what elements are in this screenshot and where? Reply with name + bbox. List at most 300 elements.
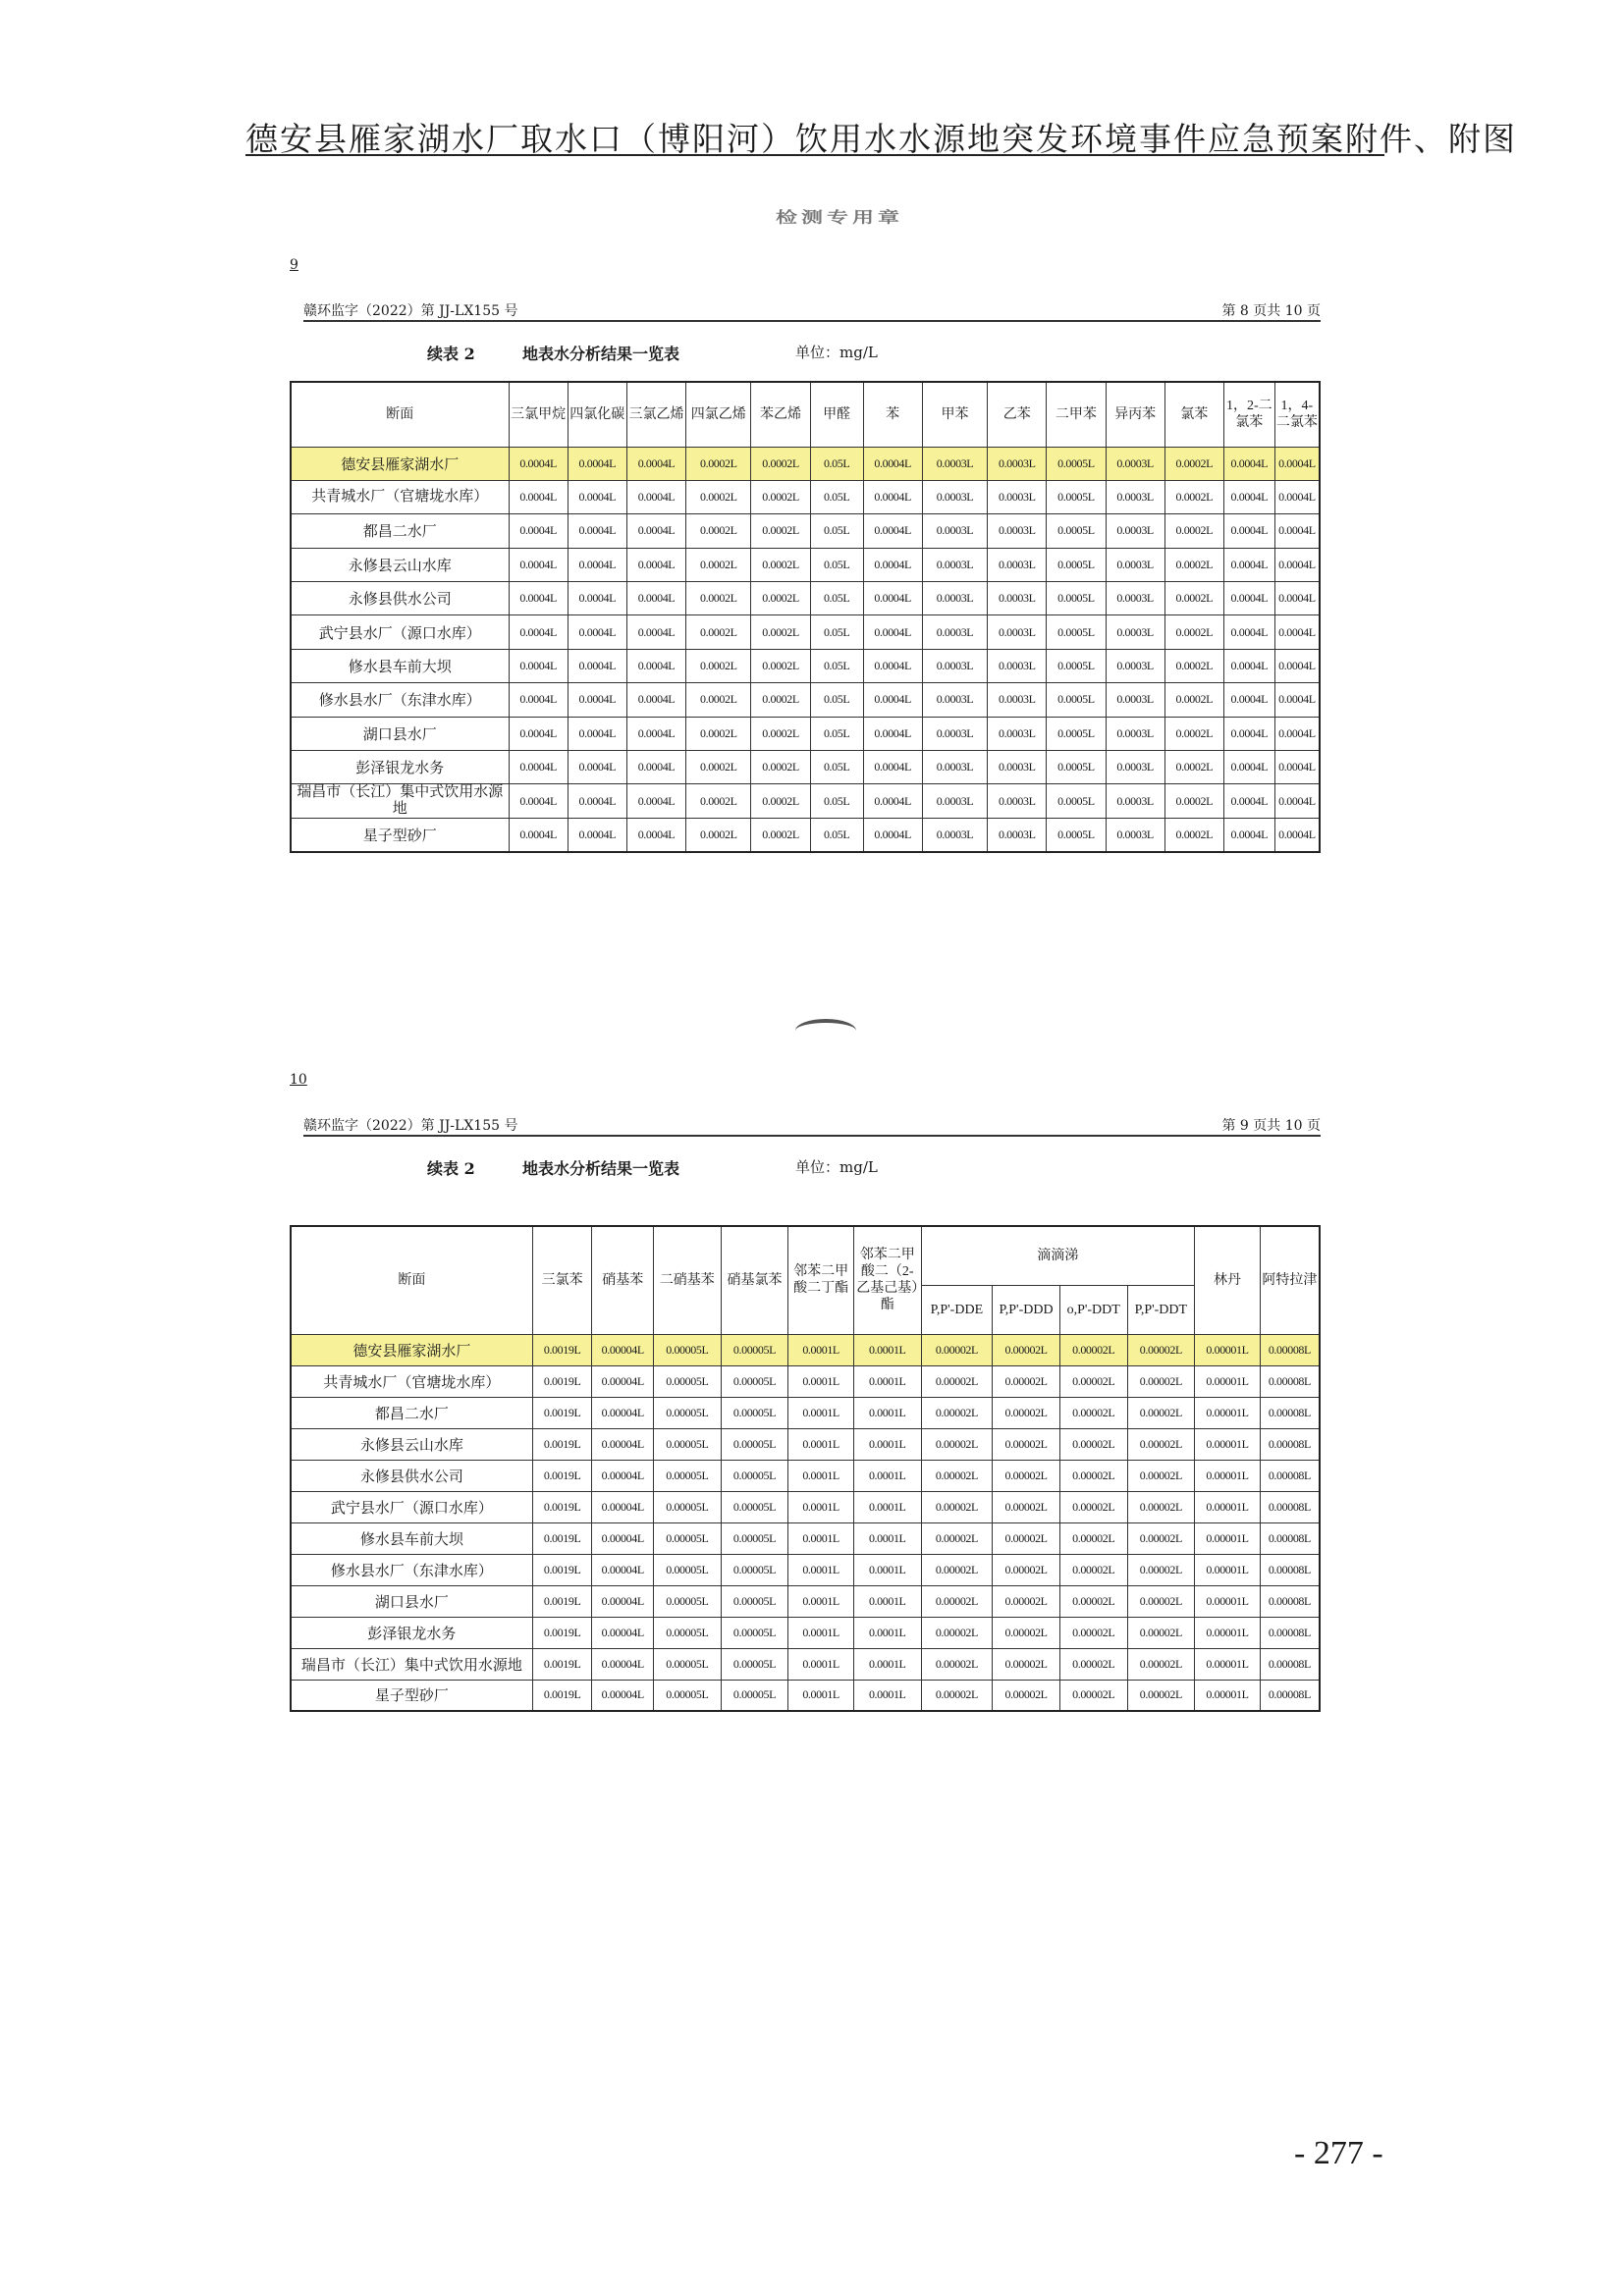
table-unit: 单位：mg/L: [795, 1158, 878, 1176]
table-row: [291, 717, 1320, 750]
table-unit: 单位：mg/L: [795, 344, 878, 361]
cell-value: 0.00002L: [1059, 1617, 1127, 1648]
cell-value: 0.0004L: [568, 582, 626, 615]
table-row: [291, 1585, 1320, 1617]
table-row: [291, 1365, 1320, 1397]
table-title: 地表水分析结果一览表: [522, 1159, 680, 1178]
cell-value: 0.0001L: [788, 1522, 854, 1554]
cell-value: 0.0001L: [788, 1334, 854, 1365]
cell-value: 0.0004L: [626, 480, 685, 513]
cell-value: 0.0004L: [1274, 649, 1320, 682]
cell-value: 0.00002L: [1127, 1397, 1195, 1428]
table-caption: 续表 2: [427, 345, 475, 363]
cell-value: 0.0003L: [922, 514, 987, 548]
cell-value: 0.0004L: [1223, 751, 1274, 784]
cell-value: 0.00002L: [993, 1397, 1060, 1428]
cell-value: 0.0003L: [922, 683, 987, 717]
cell-value: 0.0004L: [1223, 784, 1274, 819]
table-row: [291, 683, 1320, 717]
row-section-name: 湖口县水厂: [291, 717, 509, 750]
cell-value: 0.0004L: [626, 717, 685, 750]
cell-value: 0.0004L: [863, 751, 922, 784]
cell-value: 0.00004L: [592, 1491, 654, 1522]
table-title: 地表水分析结果一览表: [522, 345, 680, 363]
cell-value: 0.0019L: [532, 1522, 592, 1554]
cell-value: 0.00005L: [654, 1365, 722, 1397]
cell-value: 0.00001L: [1195, 1648, 1261, 1680]
table-row: [291, 447, 1320, 480]
cell-value: 0.00002L: [1059, 1522, 1127, 1554]
cell-value: 0.0019L: [532, 1334, 592, 1365]
cell-value: 0.0004L: [568, 683, 626, 717]
cell-value: 0.0002L: [1164, 819, 1223, 852]
column-header: 苯: [863, 382, 922, 447]
cell-value: 0.0003L: [988, 480, 1047, 513]
cell-value: 0.00005L: [654, 1648, 722, 1680]
cell-value: 0.0003L: [922, 819, 987, 852]
cell-value: 0.0004L: [863, 447, 922, 480]
cell-value: 0.0004L: [568, 649, 626, 682]
cell-value: 0.0004L: [863, 480, 922, 513]
cell-value: 0.00002L: [1059, 1334, 1127, 1365]
cell-value: 0.00005L: [654, 1334, 722, 1365]
column-header-section: 断面: [291, 1226, 532, 1334]
cell-value: 0.0004L: [863, 683, 922, 717]
cell-value: 0.00005L: [721, 1554, 788, 1585]
cell-value: 0.0004L: [509, 514, 568, 548]
cell-value: 0.00008L: [1260, 1491, 1320, 1522]
cell-value: 0.00008L: [1260, 1460, 1320, 1491]
cell-value: 0.00004L: [592, 1617, 654, 1648]
cell-value: 0.0004L: [626, 514, 685, 548]
cell-value: 0.0004L: [509, 784, 568, 819]
row-section-name: 永修县云山水库: [291, 548, 509, 581]
cell-value: 0.0002L: [751, 447, 810, 480]
cell-value: 0.00001L: [1195, 1397, 1261, 1428]
row-section-name: 修水县车前大坝: [291, 649, 509, 682]
cell-value: 0.0001L: [788, 1648, 854, 1680]
cell-value: 0.00001L: [1195, 1617, 1261, 1648]
cell-value: 0.00002L: [993, 1460, 1060, 1491]
cell-value: 0.00005L: [721, 1460, 788, 1491]
cell-value: 0.00002L: [1127, 1428, 1195, 1460]
cell-value: 0.0004L: [509, 751, 568, 784]
cell-value: 0.0001L: [853, 1460, 921, 1491]
cell-value: 0.0004L: [626, 615, 685, 649]
cell-value: 0.00005L: [654, 1585, 722, 1617]
cell-value: 0.05L: [810, 615, 863, 649]
cell-value: 0.0003L: [1106, 649, 1164, 682]
column-header: 1，4-二氯苯: [1274, 382, 1320, 447]
cell-value: 0.0003L: [988, 784, 1047, 819]
cell-value: 0.0002L: [751, 548, 810, 581]
cell-value: 0.0005L: [1047, 819, 1106, 852]
cell-value: 0.00002L: [921, 1554, 993, 1585]
cell-value: 0.0004L: [626, 784, 685, 819]
cell-value: 0.0003L: [922, 615, 987, 649]
cell-value: 0.0002L: [1164, 649, 1223, 682]
cell-value: 0.0004L: [1223, 514, 1274, 548]
cell-value: 0.0004L: [1274, 582, 1320, 615]
cell-value: 0.0004L: [568, 514, 626, 548]
column-header: 苯乙烯: [751, 382, 810, 447]
row-section-name: 永修县供水公司: [291, 1460, 532, 1491]
cell-value: 0.0004L: [568, 784, 626, 819]
cell-value: 0.0004L: [1223, 819, 1274, 852]
cell-value: 0.0003L: [922, 751, 987, 784]
cell-value: 0.0001L: [853, 1365, 921, 1397]
cell-value: 0.0019L: [532, 1680, 592, 1711]
surface-water-table-2: [290, 1225, 1321, 1712]
cell-value: 0.0003L: [988, 615, 1047, 649]
cell-value: 0.0003L: [988, 582, 1047, 615]
table-caption: 续表 2: [427, 1159, 475, 1178]
cell-value: 0.0003L: [1106, 784, 1164, 819]
column-header: 林丹: [1195, 1226, 1261, 1334]
cell-value: 0.00004L: [592, 1397, 654, 1428]
cell-value: 0.0004L: [863, 649, 922, 682]
cell-value: 0.00001L: [1195, 1460, 1261, 1491]
cell-value: 0.0003L: [1106, 717, 1164, 750]
cell-value: 0.00001L: [1195, 1334, 1261, 1365]
cell-value: 0.0004L: [863, 615, 922, 649]
cell-value: 0.0004L: [626, 683, 685, 717]
table-header-row: [291, 382, 1320, 447]
cell-value: 0.05L: [810, 717, 863, 750]
cell-value: 0.00002L: [921, 1334, 993, 1365]
cell-value: 0.00002L: [921, 1617, 993, 1648]
cell-value: 0.00002L: [993, 1648, 1060, 1680]
column-header: 二甲苯: [1047, 382, 1106, 447]
table-row: [291, 819, 1320, 852]
cell-value: 0.00002L: [1059, 1460, 1127, 1491]
cell-value: 0.0002L: [686, 548, 751, 581]
cell-value: 0.0019L: [532, 1491, 592, 1522]
cell-value: 0.00005L: [721, 1491, 788, 1522]
column-subheader: P,P'-DDE: [921, 1285, 993, 1334]
table-row: [291, 480, 1320, 513]
cell-value: 0.0004L: [509, 548, 568, 581]
row-section-name: 永修县供水公司: [291, 582, 509, 615]
cell-value: 0.0001L: [788, 1554, 854, 1585]
column-header-section: 断面: [291, 382, 509, 447]
cell-value: 0.00001L: [1195, 1680, 1261, 1711]
cell-value: 0.0003L: [1106, 683, 1164, 717]
table-row: [291, 1554, 1320, 1585]
cell-value: 0.0002L: [686, 447, 751, 480]
cell-value: 0.0003L: [988, 649, 1047, 682]
cell-value: 0.0002L: [751, 819, 810, 852]
cell-value: 0.00002L: [1127, 1522, 1195, 1554]
cell-value: 0.0002L: [751, 717, 810, 750]
cell-value: 0.05L: [810, 819, 863, 852]
cell-value: 0.0003L: [1106, 751, 1164, 784]
cell-value: 0.0004L: [509, 582, 568, 615]
cell-value: 0.0001L: [853, 1680, 921, 1711]
cell-value: 0.0002L: [686, 717, 751, 750]
row-section-name: 德安县雁家湖水厂: [291, 447, 509, 480]
cell-value: 0.0002L: [751, 649, 810, 682]
cell-value: 0.0005L: [1047, 615, 1106, 649]
cell-value: 0.00008L: [1260, 1554, 1320, 1585]
cell-value: 0.00002L: [993, 1554, 1060, 1585]
column-header: 二硝基苯: [654, 1226, 722, 1334]
cell-value: 0.0001L: [788, 1397, 854, 1428]
table-row: [291, 548, 1320, 581]
cell-value: 0.0004L: [1274, 717, 1320, 750]
table-caption-line: [290, 1156, 1330, 1180]
cell-value: 0.0004L: [568, 717, 626, 750]
cell-value: 0.00002L: [993, 1585, 1060, 1617]
cell-value: 0.00002L: [993, 1491, 1060, 1522]
cell-value: 0.00004L: [592, 1680, 654, 1711]
cell-value: 0.0004L: [863, 784, 922, 819]
cell-value: 0.0002L: [686, 751, 751, 784]
cell-value: 0.0004L: [1274, 615, 1320, 649]
cell-value: 0.00001L: [1195, 1554, 1261, 1585]
cell-value: 0.00002L: [1127, 1617, 1195, 1648]
cell-value: 0.00008L: [1260, 1617, 1320, 1648]
column-header: 乙苯: [988, 382, 1047, 447]
row-section-name: 星子型砂厂: [291, 1680, 532, 1711]
table-row: [291, 1491, 1320, 1522]
cell-value: 0.0003L: [1106, 447, 1164, 480]
cell-value: 0.0002L: [1164, 582, 1223, 615]
column-header: 异丙苯: [1106, 382, 1164, 447]
cell-value: 0.0002L: [686, 514, 751, 548]
cell-value: 0.0003L: [1106, 548, 1164, 581]
cell-value: 0.0002L: [1164, 683, 1223, 717]
cell-value: 0.00002L: [993, 1617, 1060, 1648]
table-row: [291, 1397, 1320, 1428]
cell-value: 0.0002L: [686, 480, 751, 513]
column-header: 1，2-二氯苯: [1223, 382, 1274, 447]
row-section-name: 湖口县水厂: [291, 1585, 532, 1617]
cell-value: 0.0004L: [568, 548, 626, 581]
scan-page-marker: 10: [290, 1072, 307, 1088]
cell-value: 0.0003L: [988, 751, 1047, 784]
row-section-name: 武宁县水厂（源口水库）: [291, 1491, 532, 1522]
cell-value: 0.00005L: [654, 1397, 722, 1428]
cell-value: 0.00004L: [592, 1365, 654, 1397]
cell-value: 0.0004L: [1223, 548, 1274, 581]
cell-value: 0.0001L: [853, 1648, 921, 1680]
cell-value: 0.0001L: [788, 1617, 854, 1648]
row-section-name: 都昌二水厂: [291, 1397, 532, 1428]
cell-value: 0.0004L: [1223, 447, 1274, 480]
table-row: [291, 1334, 1320, 1365]
cell-value: 0.00002L: [921, 1365, 993, 1397]
cell-value: 0.0004L: [509, 819, 568, 852]
column-header: 硝基苯: [592, 1226, 654, 1334]
surface-water-table-1: [290, 381, 1321, 853]
cell-value: 0.0001L: [788, 1365, 854, 1397]
cell-value: 0.00002L: [921, 1522, 993, 1554]
cell-value: 0.0005L: [1047, 784, 1106, 819]
cell-value: 0.0004L: [626, 548, 685, 581]
cell-value: 0.00005L: [654, 1428, 722, 1460]
cell-value: 0.00002L: [921, 1648, 993, 1680]
cell-value: 0.0001L: [788, 1585, 854, 1617]
cell-value: 0.0001L: [853, 1334, 921, 1365]
inspection-stamp: 检测专用章: [776, 208, 904, 227]
cell-value: 0.00005L: [721, 1680, 788, 1711]
cell-value: 0.0019L: [532, 1554, 592, 1585]
cell-value: 0.0003L: [988, 548, 1047, 581]
row-section-name: 修水县车前大坝: [291, 1522, 532, 1554]
cell-value: 0.0002L: [686, 649, 751, 682]
cell-value: 0.0005L: [1047, 683, 1106, 717]
cell-value: 0.0002L: [751, 615, 810, 649]
cell-value: 0.00002L: [1059, 1397, 1127, 1428]
report-page-info: 第 9 页共 10 页: [1221, 1118, 1321, 1134]
table-row: [291, 1460, 1320, 1491]
cell-value: 0.00008L: [1260, 1334, 1320, 1365]
cell-value: 0.0003L: [922, 548, 987, 581]
cell-value: 0.0001L: [853, 1428, 921, 1460]
cell-value: 0.0019L: [532, 1585, 592, 1617]
cell-value: 0.0019L: [532, 1648, 592, 1680]
cell-value: 0.0004L: [1274, 548, 1320, 581]
cell-value: 0.00002L: [993, 1680, 1060, 1711]
cell-value: 0.0003L: [1106, 615, 1164, 649]
cell-value: 0.00002L: [1127, 1648, 1195, 1680]
cell-value: 0.00002L: [993, 1334, 1060, 1365]
cell-value: 0.0002L: [686, 819, 751, 852]
cell-value: 0.00005L: [721, 1648, 788, 1680]
column-group-header: 滴滴涕: [921, 1226, 1195, 1285]
cell-value: 0.0003L: [1106, 514, 1164, 548]
cell-value: 0.0002L: [1164, 514, 1223, 548]
cell-value: 0.00001L: [1195, 1585, 1261, 1617]
row-section-name: 瑞昌市（长江）集中式饮用水源地: [291, 784, 509, 819]
decorative-arc: [795, 1019, 856, 1042]
row-section-name: 瑞昌市（长江）集中式饮用水源地: [291, 1648, 532, 1680]
scan-page-marker: 9: [290, 257, 298, 273]
cell-value: 0.0001L: [788, 1491, 854, 1522]
cell-value: 0.00001L: [1195, 1491, 1261, 1522]
cell-value: 0.0004L: [626, 649, 685, 682]
page-number: - 277 -: [1294, 2135, 1383, 2171]
cell-value: 0.0004L: [626, 447, 685, 480]
cell-value: 0.00008L: [1260, 1648, 1320, 1680]
cell-value: 0.0003L: [988, 683, 1047, 717]
table-row: [291, 1648, 1320, 1680]
cell-value: 0.00002L: [1059, 1585, 1127, 1617]
column-header: 硝基氯苯: [721, 1226, 788, 1334]
cell-value: 0.00002L: [1127, 1680, 1195, 1711]
cell-value: 0.0001L: [788, 1680, 854, 1711]
cell-value: 0.00002L: [1127, 1334, 1195, 1365]
cell-value: 0.0019L: [532, 1428, 592, 1460]
cell-value: 0.0004L: [1223, 683, 1274, 717]
cell-value: 0.0004L: [626, 582, 685, 615]
cell-value: 0.00008L: [1260, 1522, 1320, 1554]
cell-value: 0.00002L: [993, 1365, 1060, 1397]
cell-value: 0.0001L: [788, 1428, 854, 1460]
cell-value: 0.00004L: [592, 1585, 654, 1617]
cell-value: 0.00002L: [1059, 1554, 1127, 1585]
cell-value: 0.0004L: [1274, 514, 1320, 548]
cell-value: 0.00002L: [921, 1585, 993, 1617]
cell-value: 0.0004L: [1274, 751, 1320, 784]
cell-value: 0.0003L: [922, 447, 987, 480]
cell-value: 0.0001L: [853, 1554, 921, 1585]
cell-value: 0.00002L: [1059, 1648, 1127, 1680]
cell-value: 0.00001L: [1195, 1522, 1261, 1554]
cell-value: 0.0004L: [1274, 683, 1320, 717]
cell-value: 0.0002L: [686, 615, 751, 649]
cell-value: 0.00002L: [993, 1428, 1060, 1460]
cell-value: 0.00002L: [993, 1522, 1060, 1554]
column-subheader: P,P'-DDD: [993, 1285, 1060, 1334]
cell-value: 0.00002L: [921, 1397, 993, 1428]
cell-value: 0.0004L: [509, 447, 568, 480]
cell-value: 0.0001L: [788, 1460, 854, 1491]
cell-value: 0.05L: [810, 751, 863, 784]
cell-value: 0.0003L: [922, 480, 987, 513]
cell-value: 0.0001L: [853, 1522, 921, 1554]
cell-value: 0.0004L: [863, 548, 922, 581]
cell-value: 0.00008L: [1260, 1680, 1320, 1711]
cell-value: 0.0003L: [922, 717, 987, 750]
column-header: 甲醛: [810, 382, 863, 447]
cell-value: 0.00004L: [592, 1460, 654, 1491]
cell-value: 0.0003L: [922, 784, 987, 819]
report-meta-line: [303, 300, 1321, 322]
cell-value: 0.00004L: [592, 1522, 654, 1554]
cell-value: 0.0002L: [751, 751, 810, 784]
cell-value: 0.00008L: [1260, 1397, 1320, 1428]
cell-value: 0.0003L: [988, 819, 1047, 852]
cell-value: 0.00005L: [654, 1491, 722, 1522]
cell-value: 0.0004L: [568, 447, 626, 480]
cell-value: 0.0004L: [1223, 717, 1274, 750]
cell-value: 0.0004L: [1274, 447, 1320, 480]
cell-value: 0.00002L: [1127, 1554, 1195, 1585]
cell-value: 0.00002L: [1059, 1491, 1127, 1522]
table-caption-line: [290, 342, 1330, 365]
cell-value: 0.05L: [810, 683, 863, 717]
cell-value: 0.00002L: [1059, 1428, 1127, 1460]
column-subheader: P,P'-DDT: [1127, 1285, 1195, 1334]
report-number: 赣环监字（2022）第 JJ-LX155 号: [303, 1118, 518, 1134]
cell-value: 0.0001L: [853, 1491, 921, 1522]
column-header: 邻苯二甲酸二丁酯: [788, 1226, 854, 1334]
cell-value: 0.00004L: [592, 1648, 654, 1680]
row-section-name: 德安县雁家湖水厂: [291, 1334, 532, 1365]
cell-value: 0.00005L: [721, 1617, 788, 1648]
cell-value: 0.0005L: [1047, 649, 1106, 682]
cell-value: 0.0004L: [863, 514, 922, 548]
column-header: 三氯苯: [532, 1226, 592, 1334]
cell-value: 0.00002L: [1127, 1460, 1195, 1491]
report-page-info: 第 8 页共 10 页: [1221, 303, 1321, 319]
cell-value: 0.0005L: [1047, 582, 1106, 615]
cell-value: 0.0005L: [1047, 480, 1106, 513]
cell-value: 0.0002L: [751, 683, 810, 717]
cell-value: 0.0003L: [1106, 819, 1164, 852]
cell-value: 0.0001L: [853, 1397, 921, 1428]
table-row: [291, 582, 1320, 615]
cell-value: 0.0002L: [1164, 548, 1223, 581]
cell-value: 0.0004L: [626, 819, 685, 852]
cell-value: 0.00002L: [1059, 1365, 1127, 1397]
scan-page-9: [290, 1072, 1330, 1705]
cell-value: 0.0004L: [568, 819, 626, 852]
table-header-row: [291, 1226, 1320, 1285]
cell-value: 0.0004L: [509, 717, 568, 750]
